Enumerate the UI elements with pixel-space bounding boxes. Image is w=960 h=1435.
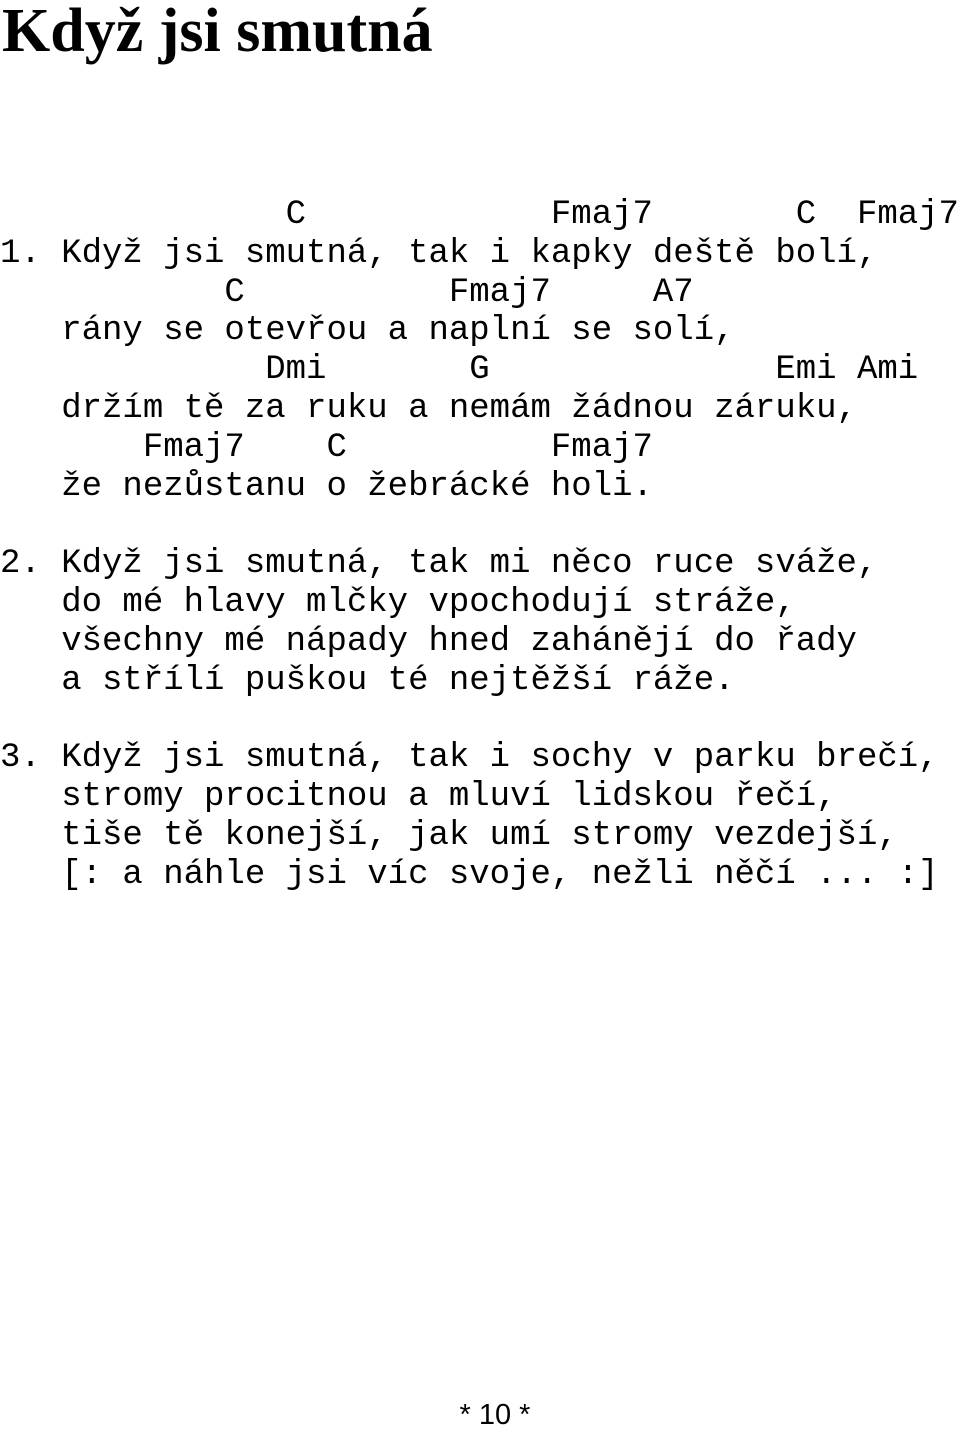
lyric-line: do mé hlavy mlčky vpochodují stráže, <box>0 583 796 622</box>
lyric-line: rány se otevřou a naplní se solí, <box>0 312 735 351</box>
lyric-line: a střílí puškou té nejtěžší ráže. <box>0 661 735 700</box>
chord-line: Fmaj7 C Fmaj7 <box>0 428 653 467</box>
lyric-line: držím tě za ruku a nemám žádnou záruku, <box>0 389 857 428</box>
chord-line: Dmi G Emi Ami <box>0 351 919 390</box>
lyric-line: 3. Když jsi smutná, tak i sochy v parku brečí, <box>0 739 939 778</box>
song-title: Když jsi smutná <box>2 0 433 65</box>
verse-2 <box>0 545 959 700</box>
lyric-line: všechny mé nápady hned zahánějí do řady <box>0 622 857 661</box>
verse-spacer <box>0 700 959 739</box>
verse-3 <box>0 739 959 894</box>
lyric-line: 2. Když jsi smutná, tak mi něco ruce sváže, <box>0 545 878 584</box>
verse-spacer <box>0 506 959 545</box>
lyric-line: 1. Když jsi smutná, tak i kapky deště bolí, <box>0 234 878 273</box>
page-number: * 10 * <box>459 1399 531 1431</box>
lyric-line: stromy procitnou a mluví lidskou řečí, <box>0 777 837 816</box>
lyric-line: tiše tě konejší, jak umí stromy vezdejší, <box>0 816 898 855</box>
lyric-line: [: a náhle jsi víc svoje, nežli něčí ... :] <box>0 855 939 894</box>
chord-line: C Fmaj7 C Fmaj7 <box>0 196 959 234</box>
lyric-line: že nezůstanu o žebrácké holi. <box>0 467 653 506</box>
chord-line: C Fmaj7 A7 <box>0 273 694 312</box>
song-body <box>0 196 959 894</box>
verse-1 <box>0 196 959 506</box>
